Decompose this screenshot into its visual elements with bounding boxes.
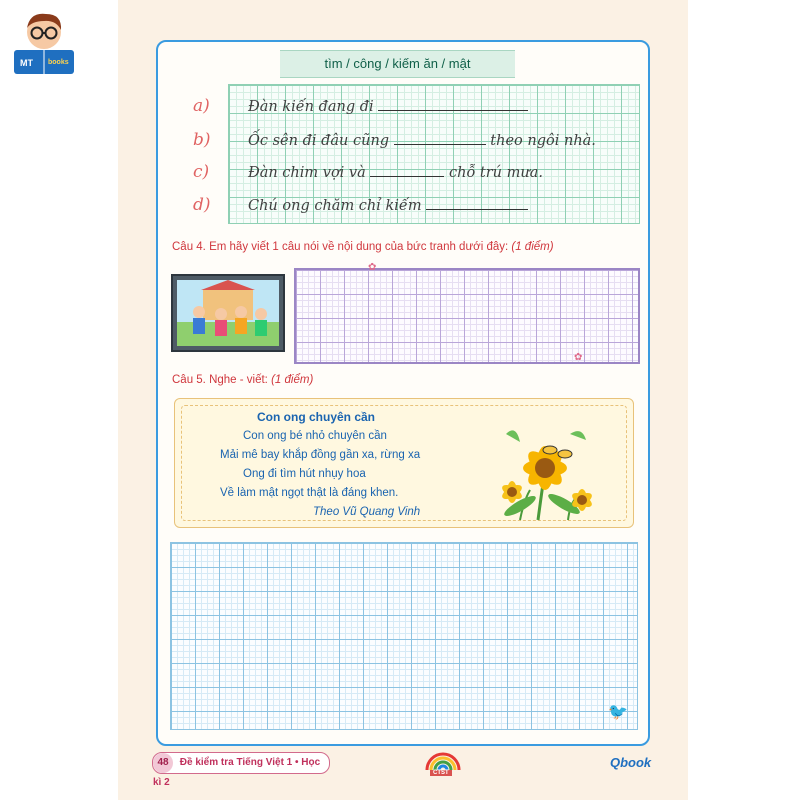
- poem-line-2: Mải mê bay khắp đồng gần xa, rừng xa: [220, 449, 421, 461]
- answer-blank-b[interactable]: [394, 132, 486, 145]
- flower-ornament-icon: ✿: [368, 262, 377, 273]
- item-letter-a: a): [193, 96, 210, 116]
- logo-text-mt: MT: [20, 58, 33, 68]
- sentence-c-ending: chỗ trú mưa.: [448, 165, 543, 181]
- sentence-b: [248, 132, 596, 149]
- sentence-c: [248, 164, 543, 181]
- item-letter-b: b): [193, 130, 211, 150]
- sentence-d-text: Chú ong chăm chỉ kiếm: [248, 198, 422, 214]
- sentence-b-ending: theo ngôi nhà.: [490, 133, 596, 149]
- word-bank: tìm / công / kiếm ăn / mật: [280, 50, 515, 78]
- answer-blank-a[interactable]: [378, 98, 528, 111]
- answer-blank-c[interactable]: [370, 164, 444, 177]
- item-letter-d: d): [193, 195, 211, 215]
- page-number: 48: [153, 753, 173, 773]
- question-4-writing-grid[interactable]: [294, 268, 640, 364]
- footer-title-badge: [152, 752, 330, 788]
- sentence-b-text: Ốc sên đi đâu cũng: [248, 133, 390, 149]
- poem-line-4: Về làm mật ngọt thật là đáng khen.: [220, 487, 399, 499]
- question-5-text: Câu 5. Nghe - viết:: [172, 374, 268, 386]
- sunflower-bee-illustration: [490, 420, 600, 524]
- question-5-points: (1 điểm): [271, 374, 314, 386]
- sentence-c-text: Đàn chim vợi và: [248, 165, 366, 181]
- rainbow-logo-label: CTST: [430, 770, 452, 776]
- book-title: Đề kiểm tra Tiếng Việt 1 • Học kì 2: [153, 757, 321, 788]
- sentence-a-text: Đàn kiến đang đi: [248, 99, 374, 115]
- question-5-title: [172, 374, 313, 386]
- flower-ornament-icon: ✿: [574, 352, 583, 363]
- question-4-points: (1 điểm): [511, 241, 554, 253]
- poem-title: Con ong chuyên cần: [257, 410, 376, 424]
- poem-line-1: Con ong bé nhỏ chuyên cần: [243, 430, 387, 442]
- mt-books-logo: [10, 8, 76, 78]
- poem-line-3: Ong đi tìm hút nhụy hoa: [243, 468, 366, 480]
- logo-text-books: books: [48, 59, 69, 66]
- dictation-writing-grid[interactable]: [170, 542, 638, 730]
- bird-decoration-icon: 🐦: [608, 704, 628, 721]
- item-letter-c: c): [193, 162, 210, 182]
- question-4-text: Câu 4. Em hãy viết 1 câu nói về nội dung của bức tranh dưới đây:: [172, 241, 509, 253]
- poem-author: Theo Vũ Quang Vinh: [313, 506, 421, 518]
- sentence-d: [248, 197, 528, 214]
- sentence-a: [248, 98, 528, 115]
- children-walking-to-school-illustration: [173, 276, 283, 350]
- answer-blank-d[interactable]: [426, 197, 528, 210]
- question-4-title: [172, 241, 554, 253]
- question-4-picture: [171, 274, 285, 352]
- qbook-brand-logo: Qbook: [610, 755, 652, 770]
